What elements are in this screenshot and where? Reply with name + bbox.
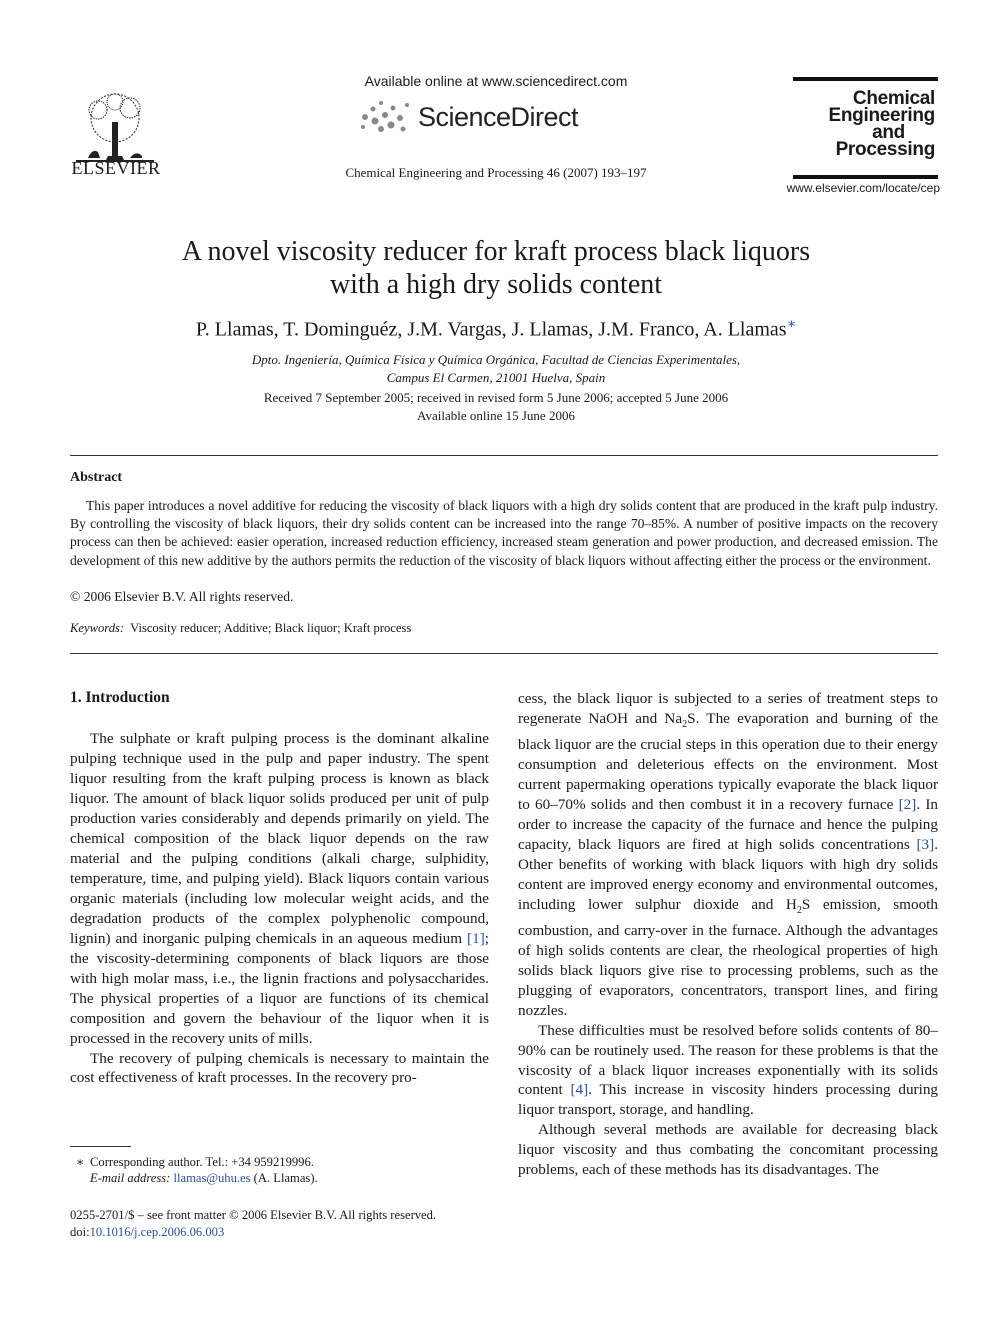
- sciencedirect-wordmark: ScienceDirect: [418, 102, 579, 132]
- keywords-label: Keywords:: [70, 621, 125, 635]
- section-heading: 1. Introduction: [70, 689, 170, 706]
- footnote-mark: ∗: [75, 1155, 85, 1169]
- footnote: [70, 1154, 318, 1186]
- paragraph-text: S. The evaporation and burning of the black liquor are the crucial steps in this operation due to their energy consumption and deleterious effects on the environment. Most current papermaking operations typically evaporate the black liquor to 60–70% solids and then combust it in a recovery furnace: [518, 709, 938, 813]
- subscript: 2: [682, 719, 688, 730]
- article-history: [150, 389, 842, 425]
- paragraph-text: . Other benefits of working with black liquors with high dry solids content are improved energy economy and environmental outcomes, including lower sulphur dioxide and H: [518, 835, 938, 913]
- paragraph-text: ; the viscosity-determining components of black liquors are those with high molar mass, i.e., the lignin fractions and polysaccharides. The physical properties of a liquor are functions of its chemical composition and govern the behaviour of the liquor when it is processed in the recovery units of mills.: [70, 929, 489, 1047]
- title-line: A novel viscosity reducer for kraft process black liquors: [181, 236, 811, 267]
- left-column: [70, 729, 489, 1088]
- front-matter: [70, 1207, 436, 1240]
- citation-link[interactable]: [2]: [898, 795, 917, 813]
- paragraph: The recovery of pulping chemicals is necessary to maintain the cost effectiveness of kraft processes. In the recovery pro-: [70, 1049, 489, 1087]
- email-label: E-mail address:: [90, 1171, 171, 1185]
- journal-logo-line: Chemical: [852, 88, 935, 109]
- author-list: [100, 316, 892, 342]
- journal-logo: [795, 90, 935, 158]
- issn-line: 0255-2701/$ – see front matter © 2006 Elsevier B.V. All rights reserved.: [70, 1208, 437, 1222]
- paragraph: [518, 689, 938, 1021]
- paragraph-text: These difficulties must be resolved before solids contents of 80–90% can be routinely used. The reason for these problems is that the viscosity of a black liquor increases exponentially with its solids content: [518, 1021, 938, 1099]
- corresponding-author-link[interactable]: ∗: [786, 317, 797, 332]
- right-column: [518, 689, 938, 1180]
- paragraph-text: . In order to increase the capacity of the furnace and hence the pulping capacity, black liquors are fired at high solids concentrations: [518, 795, 939, 853]
- citation-link[interactable]: [4]: [570, 1081, 589, 1099]
- journal-logo-line: Engineering: [828, 105, 935, 126]
- journal-url-link[interactable]: www.elsevier.com/locate/cep: [786, 181, 940, 195]
- abstract-copyright: © 2006 Elsevier B.V. All rights reserved.: [70, 589, 294, 604]
- doi-line: [70, 1224, 436, 1241]
- paragraph: [518, 1021, 938, 1121]
- paragraph-text: . This increase in viscosity hinders processing during liquor transport, storage, and handling.: [518, 1081, 939, 1119]
- email-link[interactable]: llamas@uhu.es: [173, 1171, 251, 1185]
- journal-reference: Chemical Engineering and Processing 46 (2007) 193–197: [345, 165, 647, 180]
- abstract-text: This paper introduces a novel additive for reducing the viscosity of black liquors with a high dry solids content that are produced in the kraft pulp industry. By controlling the viscosity of black liquors, their dry solids content can be increased into the range 70–85%. A number of positive impacts on the recovery process can then be achieved: easier operation, increased reduction efficiency, increased steam generation and power production, and decreased emission. The development of this new additive by the authors permits the reduction of the viscosity of black liquors without affecting either the process or the environment.: [70, 498, 938, 568]
- subscript: 2: [796, 904, 802, 916]
- journal-logo-line: and: [872, 122, 905, 143]
- paragraph-text: S emission, smooth combustion, and carry-over in the furnace. Although the advantages of high solids contents are clear, the rheological properties of high solids black liquors give rise to processing problems, such as the plugging of evaporators, concentrators, transport lines, and firing nozzles.: [518, 895, 938, 1019]
- footnote-line: [70, 1154, 318, 1170]
- paragraph: Although several methods are available for decreasing black liquor viscosity and thus combating the concomitant processing problems, each of these methods has its disadvantages. The: [518, 1121, 938, 1179]
- received-dates: Received 7 September 2005; received in revised form 5 June 2006; accepted 5 June 2006: [263, 390, 729, 405]
- email-suffix: (A. Llamas).: [253, 1171, 318, 1185]
- affiliation: [150, 351, 842, 387]
- divider: [70, 653, 938, 654]
- article-title: [100, 235, 892, 301]
- divider: [70, 455, 938, 456]
- footnote-line: [70, 1170, 318, 1186]
- doi-label: doi:: [70, 1224, 90, 1239]
- publisher-logo-text: ELSEVIER: [71, 158, 161, 178]
- keywords-list: Viscosity reducer; Additive; Black liquor; Kraft process: [130, 621, 412, 635]
- available-online-date: Available online 15 June 2006: [417, 408, 575, 423]
- authors-text: P. Llamas, T. Dominguéz, J.M. Vargas, J. Llamas, J.M. Franco, A. Llamas: [195, 318, 787, 341]
- affiliation-line: Campus El Carmen, 21001 Huelva, Spain: [386, 370, 606, 385]
- paragraph-text: cess, the black liquor is subjected to a series of treatment steps to regenerate NaOH and Na: [518, 690, 938, 727]
- citation-link[interactable]: [1]: [467, 929, 485, 947]
- available-online-text: Available online at www.sciencedirect.com: [364, 73, 628, 89]
- title-line: with a high dry solids content: [329, 269, 663, 300]
- affiliation-line: Dpto. Ingeniería, Química Física y Química Orgánica, Facultad de Ciencias Experimentales,: [251, 352, 741, 367]
- keywords: [70, 621, 411, 636]
- footnote-text: Corresponding author. Tel.: +34 959219996.: [90, 1155, 314, 1169]
- citation-link[interactable]: [3]: [916, 835, 935, 853]
- paragraph-text: The sulphate or kraft pulping process is the dominant alkaline pulping technique used in the pulp and paper industry. The spent liquor resulting from the kraft pulping process is known as black liquor. The amount of black liquor solids produced per unit of pulp production varies considerably and depends primarily on yield. The chemical composition of the black liquor depends on the raw material and the pulping conditions (alkali charge, sulphidity, temperature, time, and pulping yield). Black liquors contain various organic materials (including low molecular weight acids, and the degradation products of the complex polyphenolic compound, lignin) and inorganic pulping chemicals in an aqueous medium: [70, 730, 489, 947]
- footnote-divider: [70, 1146, 131, 1147]
- abstract-heading: Abstract: [70, 470, 123, 485]
- journal-logo-line: Processing: [835, 139, 935, 160]
- paragraph: [70, 729, 489, 1049]
- doi-link[interactable]: 10.1016/j.cep.2006.06.003: [89, 1224, 225, 1239]
